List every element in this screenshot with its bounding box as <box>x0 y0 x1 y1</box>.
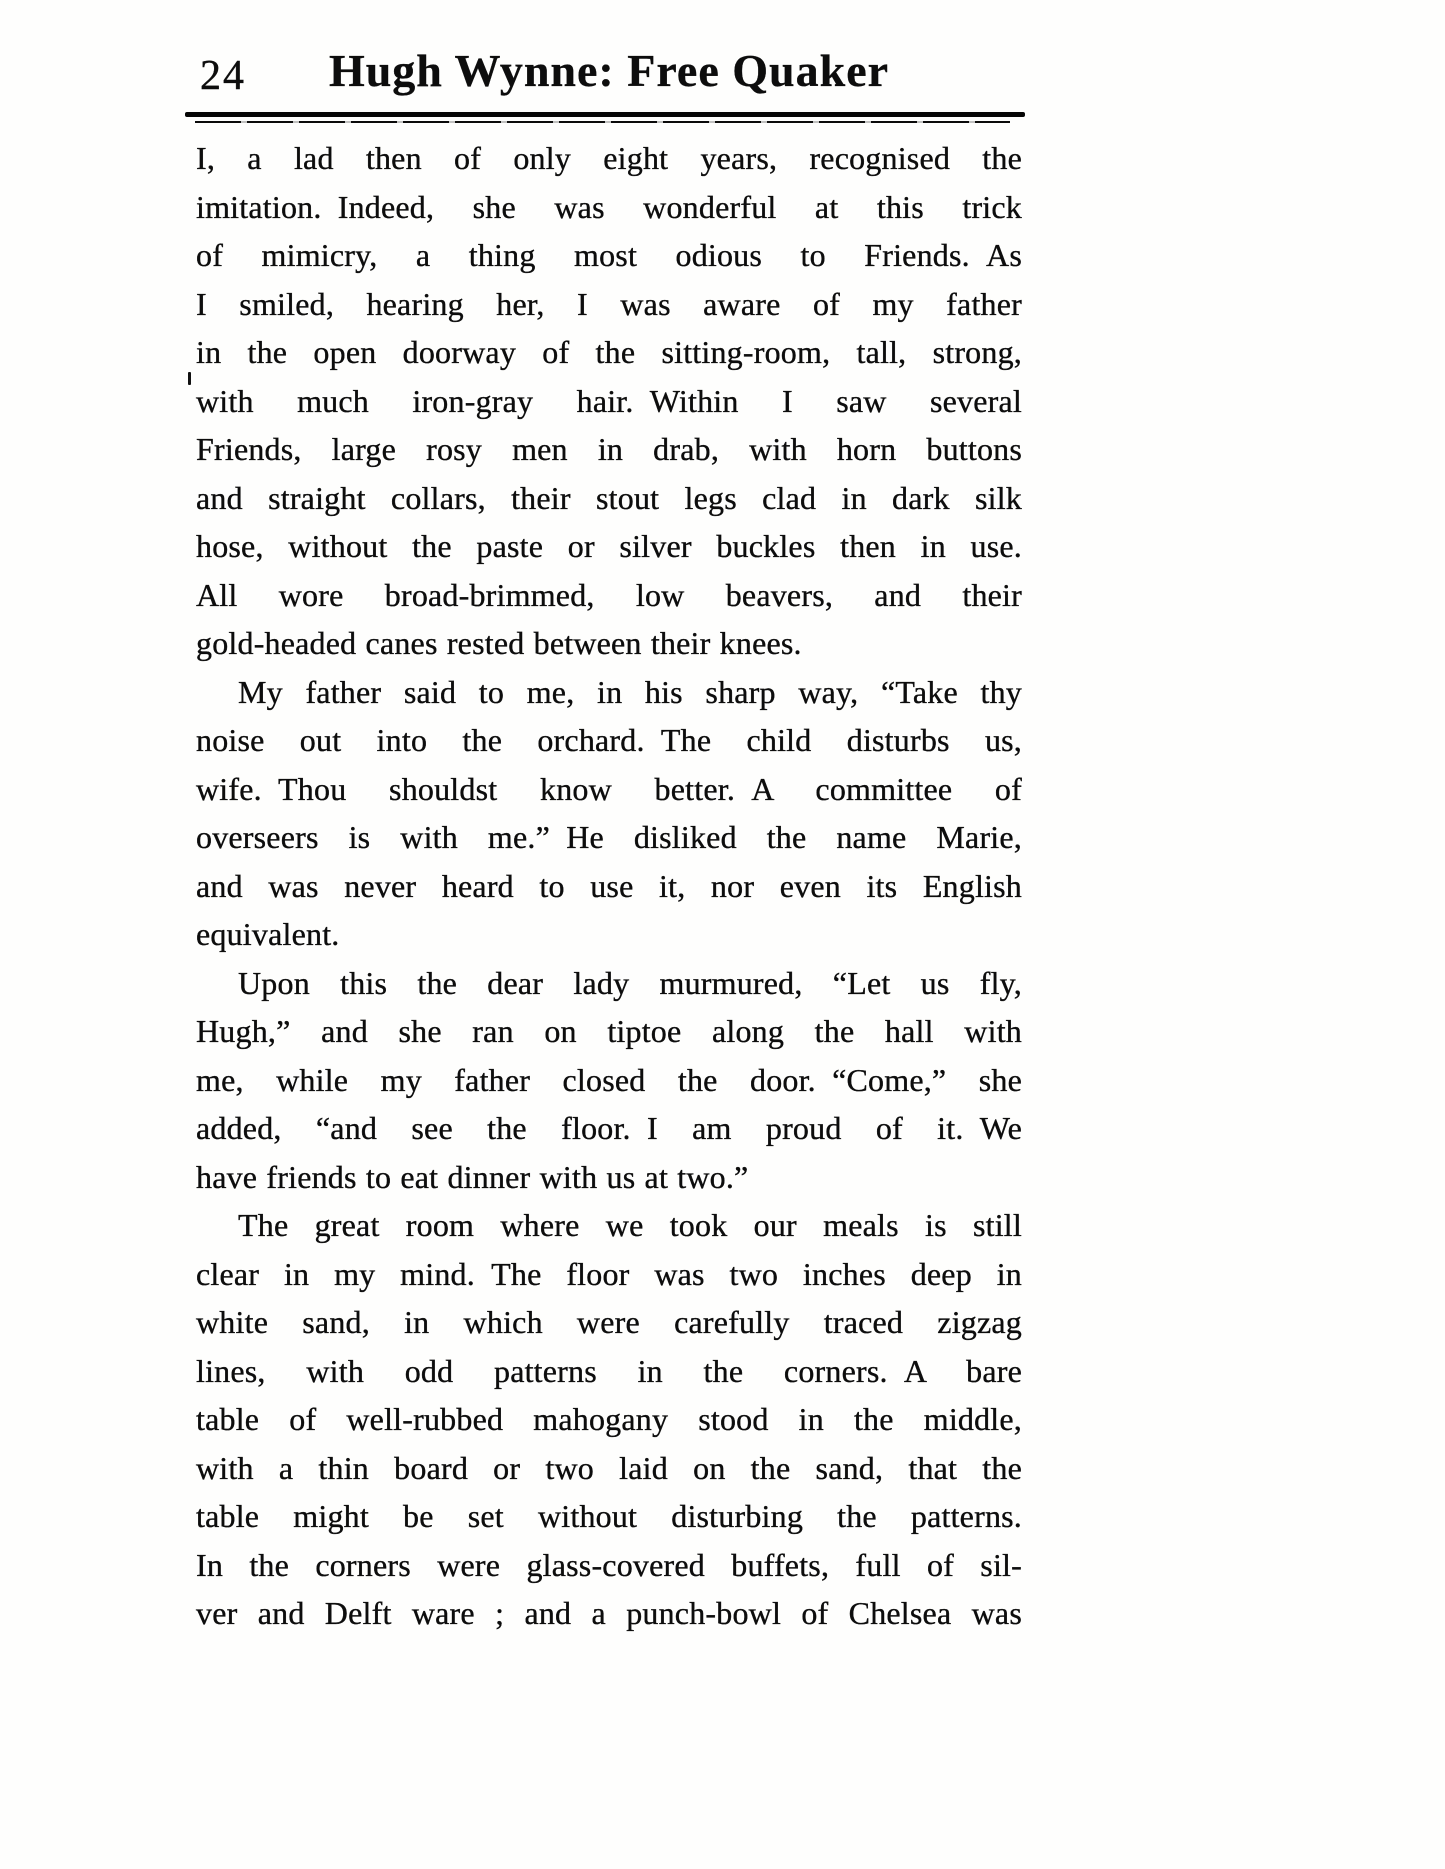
text-line: The great room where we took our meals is still <box>238 1207 1022 1243</box>
text-line: I, a lad then of only eight years, recognised the <box>196 140 1022 176</box>
text-line: with a thin board or two laid on the sand, that the <box>196 1449 1022 1486</box>
text-line: and straight collars, their stout legs clad in dark silk <box>196 479 1022 516</box>
text-line: clear in my mind. The floor was two inches deep in <box>196 1255 1022 1292</box>
text-line: Upon this the dear lady murmured, “Let us fly, <box>238 964 1022 1001</box>
text-line: wife. Thou shouldst know better. A committee of <box>196 770 1022 807</box>
text-line: ver and Delft ware ; and a punch-bowl of Chelsea was <box>196 1595 1022 1631</box>
page-header <box>196 44 1022 106</box>
paragraph <box>196 959 1022 1202</box>
text-line: Friends, large rosy men in drab, with horn buttons <box>196 431 1022 467</box>
page-number: 24 <box>200 53 246 99</box>
text-line: In the corners were glass-covered buffets, full of sil- <box>196 1546 1022 1583</box>
text-line: All wore broad-brimmed, low beavers, and their <box>196 576 1022 613</box>
text-line: and was never heard to use it, nor even its English <box>196 867 1022 904</box>
paragraph <box>196 1201 1022 1638</box>
text-line: gold-headed canes rested between their knees. <box>196 625 802 661</box>
text-line: table of well-rubbed mahogany stood in the middle, <box>196 1401 1022 1437</box>
text-line: equivalent. <box>196 916 340 952</box>
text-line: me, while my father closed the door. “Come,” she <box>196 1061 1022 1098</box>
running-title: Hugh Wynne: Free Quaker <box>328 45 890 96</box>
text-line: added, “and see the floor. I am proud of it. We <box>196 1110 1022 1146</box>
text-line: hose, without the paste or silver buckles then in use. <box>196 528 1022 564</box>
paragraph <box>196 134 1022 668</box>
text-line: with much iron-gray hair. Within I saw several <box>196 382 1022 419</box>
text-line: noise out into the orchard. The child disturbs us, <box>196 722 1022 758</box>
header-rule <box>185 112 1025 123</box>
text-line: My father said to me, in his sharp way, “Take thy <box>238 673 1022 710</box>
header-rule-thin <box>195 121 1010 123</box>
header-rule-thick <box>185 112 1025 117</box>
text-line: I smiled, hearing her, I was aware of my father <box>196 285 1022 322</box>
scan-artifact <box>188 372 191 385</box>
text-line: white sand, in which were carefully traced zigzag <box>196 1304 1022 1340</box>
paragraph <box>196 668 1022 959</box>
text-line: Hugh,” and she ran on tiptoe along the hall with <box>196 1013 1022 1049</box>
text-line: table might be set without disturbing the patterns. <box>196 1498 1022 1534</box>
text-line: overseers is with me.” He disliked the name Marie, <box>196 819 1022 855</box>
text-line: have friends to eat dinner with us at two.” <box>196 1158 749 1195</box>
page-body <box>196 134 1022 1638</box>
text-line: lines, with odd patterns in the corners. A bare <box>196 1352 1022 1389</box>
text-line: in the open doorway of the sitting-room, tall, strong, <box>196 334 1022 370</box>
text-line: of mimicry, a thing most odious to Friends. As <box>196 237 1022 273</box>
text-line: imitation. Indeed, she was wonderful at this trick <box>196 188 1022 225</box>
